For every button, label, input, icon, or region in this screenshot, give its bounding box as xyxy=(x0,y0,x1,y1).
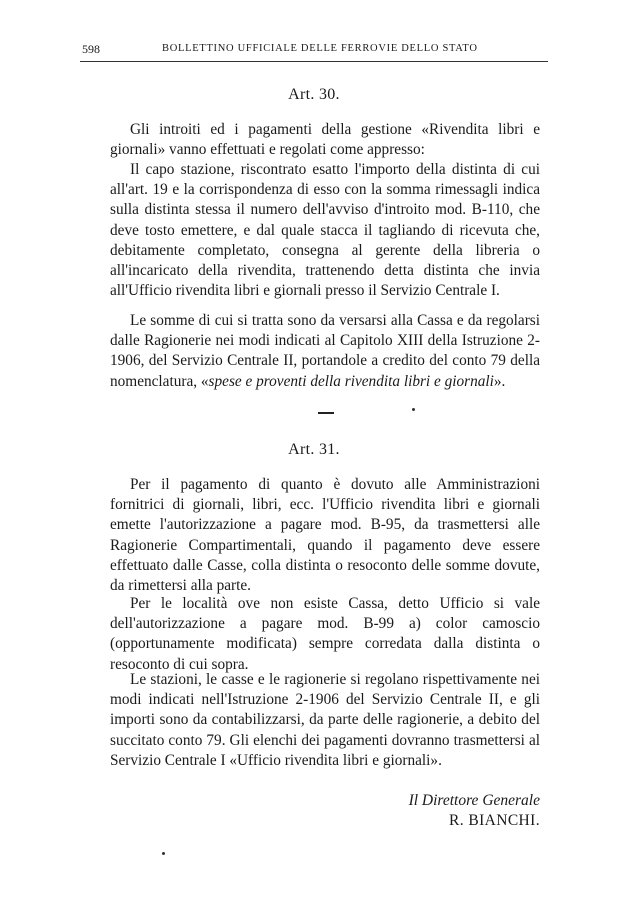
article-30-paragraph-3-text: Le somme di cui si tratta sono da versarsi alla Cassa e da regolarsi dalle Ragionerie nei modi indicati al Capitolo XIII della Istruzione 2-1906, del Servizio Centrale II, portandole a credito del conto 79 della nomenclatura, « xyxy=(110,312,540,390)
article-31-heading: Art. 31. xyxy=(288,441,340,458)
ink-speck xyxy=(412,408,415,411)
article-30-heading: Art. 30. xyxy=(288,86,340,103)
article-30-paragraph-2: Il capo stazione, riscontrato esatto l'importo della distinta di cui all'art. 19 e la corrispondenza di esso con la somma rimessagli indica sulla distinta stessa il numero dell'avviso d'introito mod. B-110, che deve tosto emettere, e dal quale stacca il tagliando di ricevuta che, debitamente completato, consegna al gerente della libreria o all'incaricato della rivendita, trattenendo detta distinta che invia all'Ufficio rivendita libri e giornali presso il Servizio Centrale I. xyxy=(110,161,540,300)
page-number: 598 xyxy=(82,42,100,56)
article-30-paragraph-3 xyxy=(110,311,540,392)
header-rule xyxy=(80,61,548,62)
article-31-paragraph-2: Per le località ove non esiste Cassa, detto Ufficio si vale dell'autorizzazione a pagare mod. B-99 a) color camoscio (opportunamente modificata) sempre corredata dalla distinta o resoconto di cui sopra. xyxy=(110,595,540,673)
signature-title: Il Direttore Generale xyxy=(408,792,540,809)
ink-speck xyxy=(162,852,165,855)
article-31-paragraph-3: Le stazioni, le casse e le ragionerie si regolano rispettivamente nei modi indicati nell'Istruzione 2-1906 del Servizio Centrale II, e gli importi sono da contabilizzarsi, da parte delle ragionerie, a debito del succitato conto 79. Gli elenchi dei pagamenti dovranno trasmettersi al Servizio Centrale I «Ufficio rivendita libri e giornali». xyxy=(110,671,540,769)
section-separator xyxy=(318,412,334,414)
signature-name: R. BIANCHI. xyxy=(449,812,540,829)
article-30-italic-quote: spese e proventi della rivendita libri e giornali xyxy=(208,372,494,390)
article-30-paragraph-1: Gli introiti ed i pagamenti della gestione «Rivendita libri e giornali» vanno effettuati e regolati come appresso: xyxy=(110,121,540,159)
running-title: BOLLETTINO UFFICIALE DELLE FERROVIE DELLO STATO xyxy=(162,43,478,54)
article-31-paragraph-1: Per il pagamento di quanto è dovuto alle Amministrazioni fornitrici di giornali, libri, ecc. l'Ufficio rivendita libri e giornali emette l'autorizzazione a pagare mod. B-95, da trasmettersi alle Ragionerie Compartimentali, quando il pagamento deve essere effettuato dalle Casse, colla distinta o resoconto delle somme dovute, da rimettersi alla parte. xyxy=(110,476,540,595)
article-30-paragraph-3-end: ». xyxy=(493,372,506,390)
